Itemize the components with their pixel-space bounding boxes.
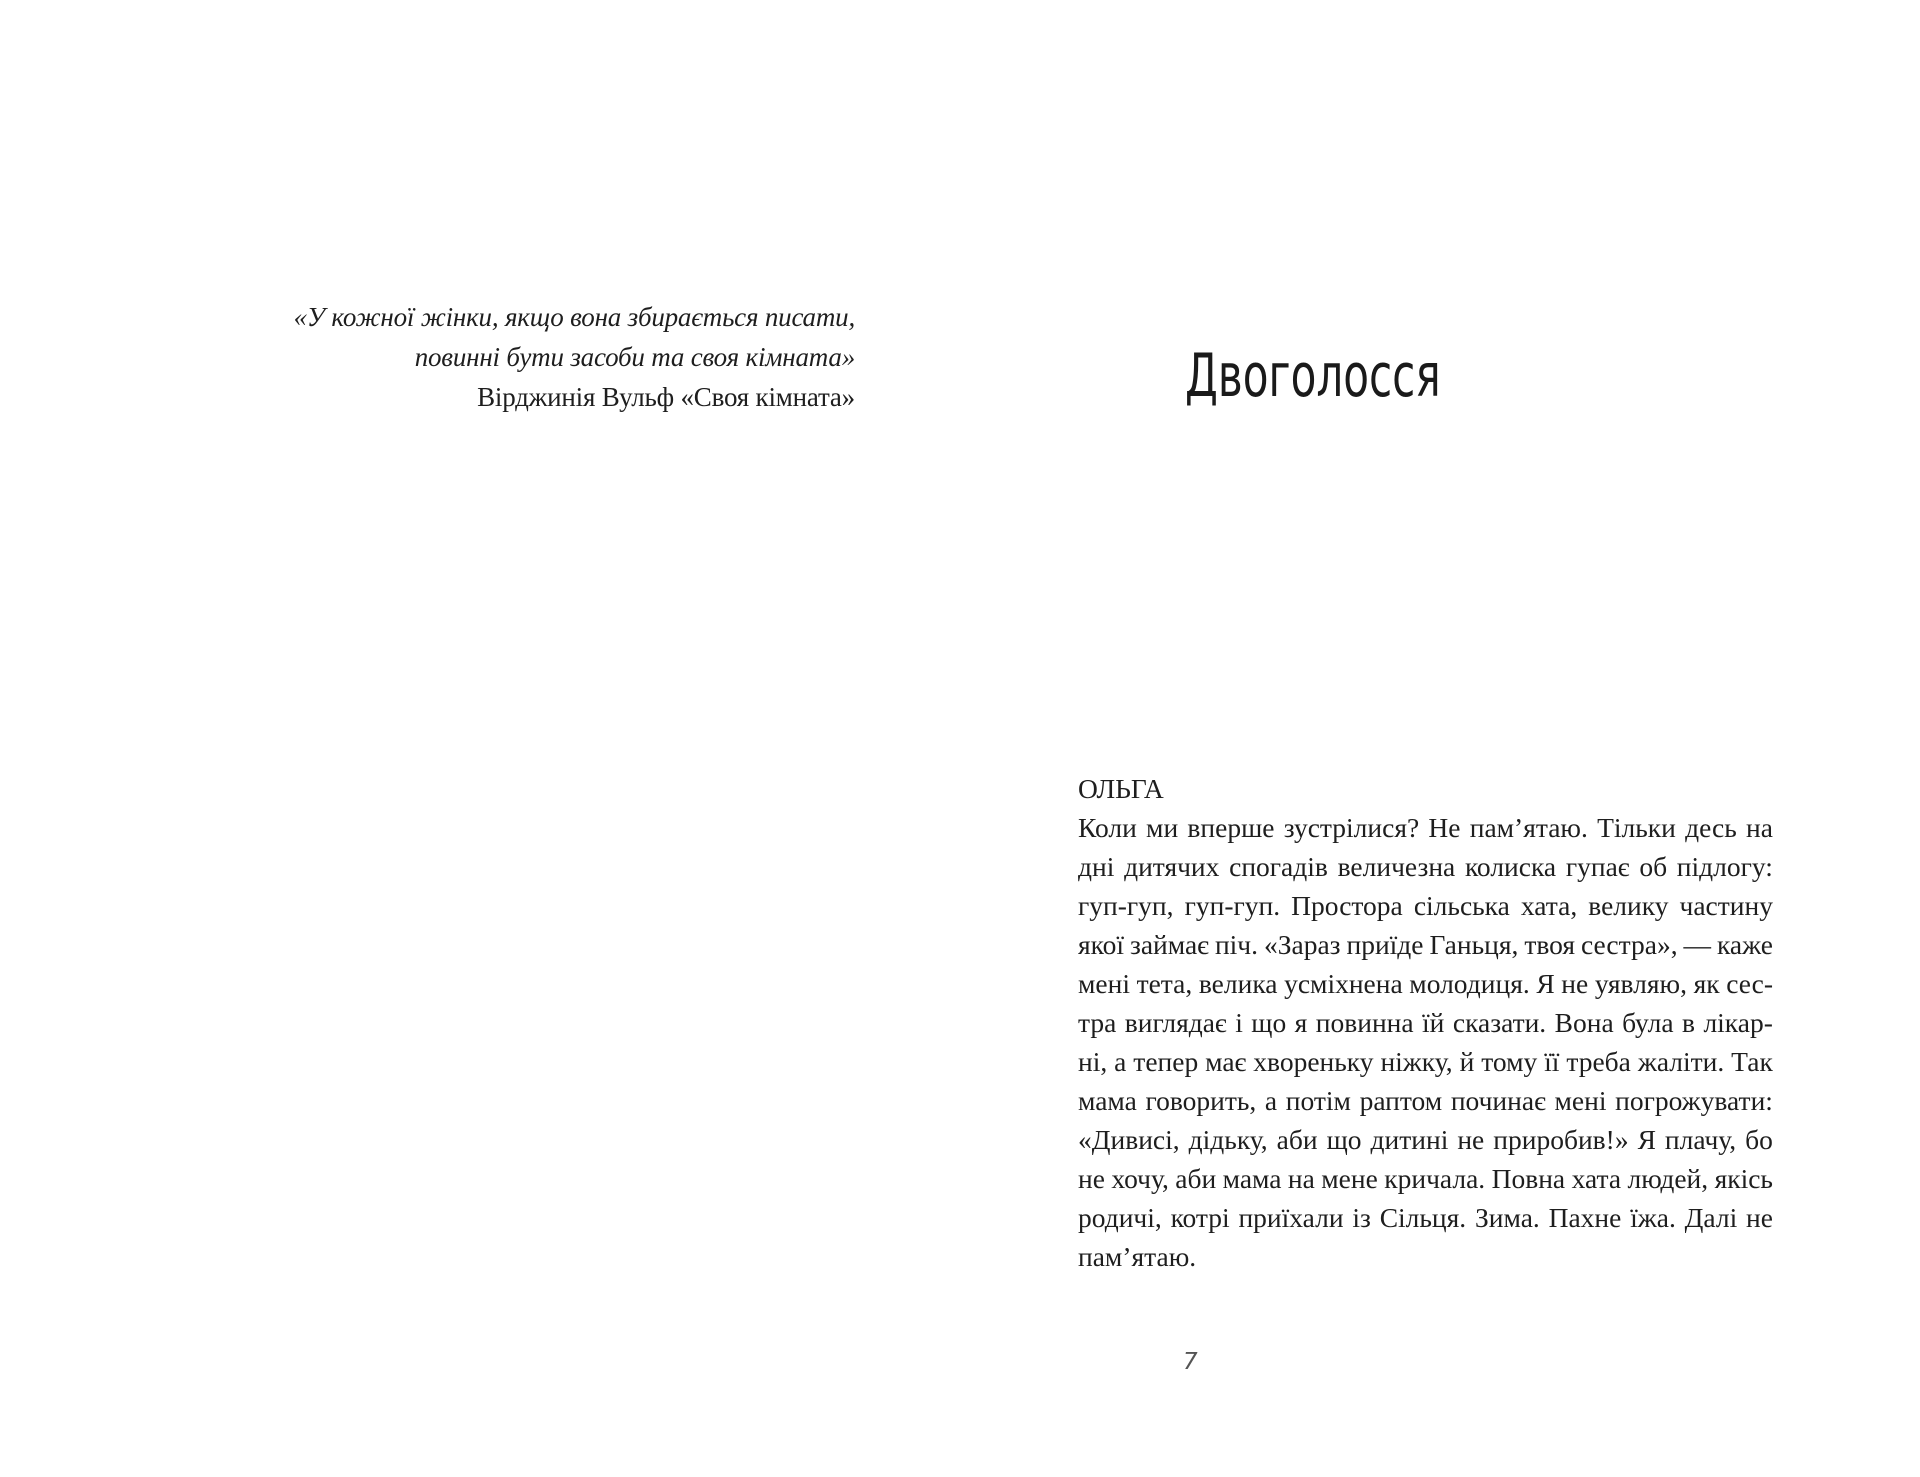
paragraph-line: тра виглядає і що я повинна їй сказати. Вона була в лікар- bbox=[1078, 1007, 1773, 1038]
paragraph-line: мама говорить, а потім раптом починає мені погрожувати: bbox=[1078, 1085, 1773, 1116]
body-text bbox=[1078, 769, 1773, 1276]
epigraph-attribution: Вірджинія Вульф «Своя кімната» bbox=[477, 382, 855, 412]
speaker-name: ОЛЬГА bbox=[1078, 773, 1164, 804]
paragraph-line: Коли ми вперше зустрілися? Не пам’ятаю. Тільки десь на bbox=[1078, 812, 1773, 843]
page-number: 7 bbox=[1183, 1349, 1198, 1375]
chapter-title: Двоголосся bbox=[1185, 341, 1441, 411]
paragraph-line: мені тета, велика усміхнена молодиця. Я не уявляю, як сес- bbox=[1078, 968, 1773, 999]
paragraph-line: гуп-гуп, гуп-гуп. Простора сільська хата, велику частину bbox=[1078, 890, 1773, 921]
epigraph-quote-line: повинні бути засоби та своя кімната» bbox=[414, 342, 855, 372]
paragraph-line: «Дивисі, дідьку, аби що дитині не приробив!» Я плачу, бо bbox=[1078, 1124, 1773, 1155]
epigraph-quote-line: «У кожної жінки, якщо вона збирається писати, bbox=[293, 302, 855, 332]
paragraph-line: пам’ятаю. bbox=[1078, 1241, 1197, 1272]
right-page bbox=[960, 0, 1920, 1477]
paragraph-line: не хочу, аби мама на мене кричала. Повна хата людей, якісь bbox=[1078, 1163, 1773, 1194]
paragraph-line: ні, а тепер має хвореньку ніжку, й тому її треба жаліти. Так bbox=[1078, 1046, 1773, 1077]
paragraph-line: якої займає піч. «Зараз приїде Ганьця, твоя сестра», — каже bbox=[1078, 929, 1773, 960]
paragraph-line: дні дитячих спогадів величезна колиска гупає об підлогу: bbox=[1078, 851, 1773, 882]
epigraph bbox=[294, 297, 855, 417]
paragraph-line: родичі, котрі приїхали із Сільця. Зима. Пахне їжа. Далі не bbox=[1078, 1202, 1773, 1233]
